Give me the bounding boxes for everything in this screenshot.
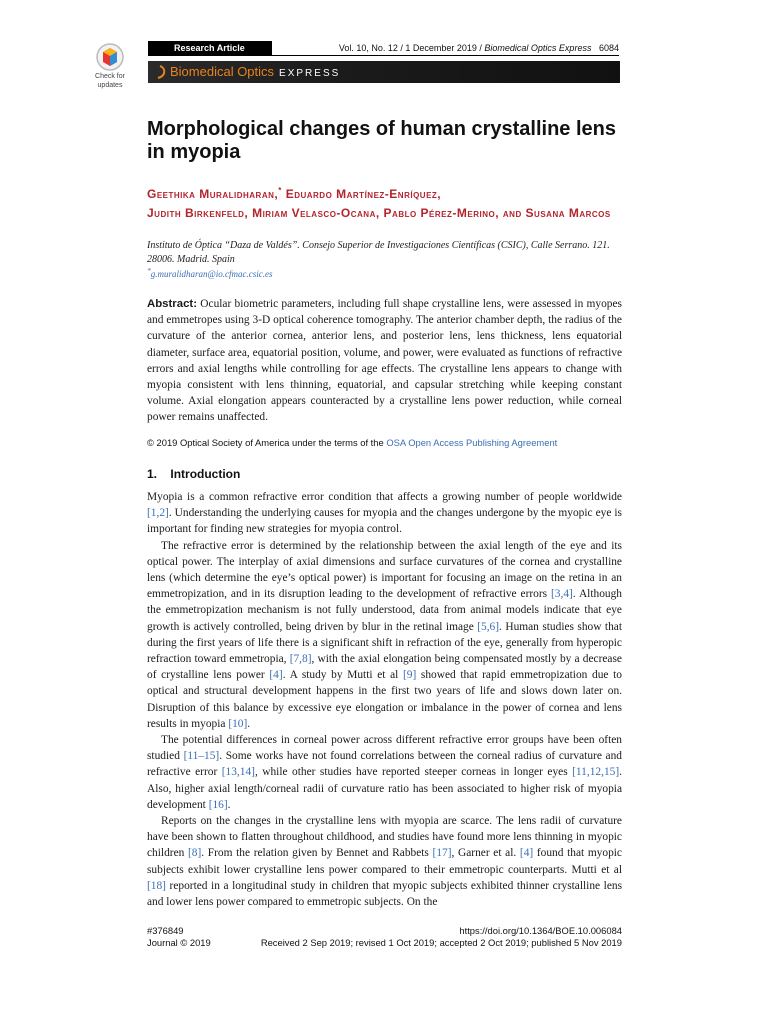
email-link[interactable]: *g.muralidharan@io.cfmac.csic.es xyxy=(147,266,273,279)
body-text-span: . Also, higher axial length/corneal radii of curvature ratio has been associated to higher risk of myopia development xyxy=(147,766,622,811)
citation-link[interactable]: [13,14] xyxy=(221,766,255,779)
body-text-span: . Some works have not found correlations between the corneal radius of curvature and refractive error xyxy=(147,750,622,779)
volume-info xyxy=(272,41,619,56)
citation-link[interactable]: [4] xyxy=(519,847,534,860)
citation-link[interactable]: [10] xyxy=(228,717,248,730)
volume-prefix: Vol. 10, No. 12 / 1 December 2019 / xyxy=(338,43,485,53)
author: Miriam Velasco-Ocana, xyxy=(252,206,380,220)
body-text-span: , with the axial elongation being compensated mostly by a decrease of crystalline lens power xyxy=(147,653,622,682)
corresponding-mark: * xyxy=(278,186,282,195)
body-text-span: found that myopic subjects exhibit lower crystalline lens power compared to their emmetropic counterparts. Mutti et al xyxy=(147,847,622,876)
body-paragraph xyxy=(147,538,622,732)
abstract xyxy=(147,296,622,426)
citation-link[interactable]: [11,12,15] xyxy=(572,766,620,779)
banner-journal: Biomedical Optics xyxy=(170,64,275,79)
footer-right xyxy=(250,925,622,949)
doi-link[interactable]: https://doi.org/10.1364/BOE.10.006084 xyxy=(459,925,622,936)
body-text-span: , while other studies have reported steeper corneas in longer eyes xyxy=(254,766,573,779)
badge-line1: Check for xyxy=(95,73,125,80)
body-text-span: Reports on the changes in the crystalline lens with myopia are scarce. The lens radii of curvature have been shown to flatten throughout childhood, and studies have found more lens thinning in myopic children xyxy=(147,815,622,860)
footer-left xyxy=(147,925,211,949)
body-text-span: showed that rapid emmetropization due to optical and structural development happens in the first two years of life and slows down later on. Disruption of this balance by excessive eye elongation or imbalance in the power of cornea and lens results in myopia xyxy=(147,669,622,730)
citation-link[interactable]: [8] xyxy=(187,847,202,860)
publication-dates: Received 2 Sep 2019; revised 1 Oct 2019; accepted 2 Oct 2019; published 5 Nov 2019 xyxy=(260,937,622,948)
body-text-span: . xyxy=(227,798,231,811)
email-address[interactable]: g.muralidharan@io.cfmac.csic.es xyxy=(150,269,273,279)
copyright-text: © 2019 Optical Society of America under the terms of the xyxy=(147,437,387,448)
body-paragraph xyxy=(147,732,622,813)
banner-express: EXPRESS xyxy=(279,68,341,79)
citation-link[interactable]: [9] xyxy=(402,669,417,682)
abstract-text: Ocular biometric parameters, including full shape crystalline lens, were assessed in myopes and emmetropes using 3-D optical coherence tomography. The anterior chamber depth, the radius of the curvature of the anterior cornea, anterior lens, and posterior lens, lens thickness, lens equatorial diameter, surface area, equatorial position, volume, and power, were evaluated as functions of refractive errors and axial lengths while controlling for age effects. The crystalline lens appears to change with myopia consistent with lens thinning, equatorial, and capsular stretching while keeping constant volume. Axial elongation appears counteracted by a crystalline lens power reduction, while corneal power remains unaffected. xyxy=(147,298,622,424)
abstract-label: Abstract: xyxy=(147,298,198,310)
citation-link[interactable]: [5,6] xyxy=(477,620,500,633)
body-text-span: The refractive error is determined by the relationship between the axial length of the eye and its optical power. The interplay of axial dimensions and surface curvatures of the cornea and crystalline lens (which determine the eye’s optical power) is important for focusing an image on the retina in an emmetropization, and in its disruption leading to the development of refractive errors xyxy=(147,539,622,601)
body-text-span: . xyxy=(247,717,251,730)
citation-link[interactable]: [3,4] xyxy=(551,588,573,601)
banner-title xyxy=(170,61,340,85)
citation-link[interactable]: [18] xyxy=(147,879,166,892)
osa-agreement-link[interactable]: OSA Open Access Publishing Agreement xyxy=(386,437,558,448)
crossmark-icon xyxy=(95,42,125,72)
body-text-span: . Understanding the underlying causes for myopia and the changes undergone by the myopic eye is important for finding new strategies for myopia control. xyxy=(147,507,622,536)
author: and Susana Marcos xyxy=(502,206,611,220)
affiliation: Instituto de Óptica “Daza de Valdés”. Consejo Superior de Investigaciones Científicas (CSIC), Calle Serrano. 121. 28006. Madrid. Spain xyxy=(147,240,610,265)
author: Judith Birkenfeld, xyxy=(147,206,249,220)
journal-name: Biomedical Optics Express xyxy=(484,43,592,53)
section-number: 1. xyxy=(147,467,158,481)
body-text-span: . Human studies show that during the first years of life there is a significant shift in refraction of the eye, generally from hyperopic refraction toward emmetropia, xyxy=(147,620,623,666)
citation-link[interactable]: [17] xyxy=(432,847,452,860)
body-text-span: . A study by Mutti et al xyxy=(282,669,403,682)
body-text-span: Myopia is a common refractive error condition that affects a growing number of people worldwide xyxy=(147,491,622,503)
citation-link[interactable]: [1,2] xyxy=(147,507,169,520)
citation-link[interactable]: [16] xyxy=(208,798,228,811)
check-for-updates-badge[interactable] xyxy=(90,42,130,90)
citation-link[interactable]: [11–15] xyxy=(183,750,220,763)
page-number: 6084 xyxy=(598,43,619,53)
article-id: #376849 xyxy=(147,925,184,936)
section-heading xyxy=(147,467,240,481)
badge-line2: updates xyxy=(97,82,123,89)
author: Pablo Pérez-Merino, xyxy=(383,206,500,220)
body-paragraph xyxy=(147,813,622,910)
article-type-label: Research Article xyxy=(148,41,272,56)
author: Eduardo Martínez-Enríquez, xyxy=(285,187,442,201)
body-text-span: . Although the emmetropization mechanism is not fully understood, data from animal models indicate that eye growth is actively controlled, being driven by blur in the retinal image xyxy=(147,588,622,633)
body-text-span: . From the relation given by Bennet and Rabbets xyxy=(201,847,433,860)
body-text-span: , Garner et al. xyxy=(451,847,520,860)
journal-banner xyxy=(148,61,620,83)
paper-title: Morphological changes of human crystalline lens in myopia xyxy=(147,118,616,163)
body-text-span: The potential differences in corneal power across different refractive error groups have been often studied xyxy=(147,734,622,763)
body-text-span: reported in a longitudinal study in children that myopic subjects exhibited thinner crystalline lens and lower lens power compared to emmetropic subjects. On the xyxy=(147,879,622,909)
copyright-line xyxy=(147,437,622,448)
swirl-icon xyxy=(156,64,168,80)
author-list xyxy=(147,181,627,223)
citation-link[interactable]: [7,8] xyxy=(289,653,312,666)
citation-link[interactable]: [4] xyxy=(269,669,283,682)
author: Geethika Muralidharan, xyxy=(147,187,279,201)
journal-copyright: Journal © 2019 xyxy=(147,937,211,948)
section-title: Introduction xyxy=(170,467,241,481)
body-paragraph xyxy=(147,489,622,538)
introduction-body xyxy=(147,489,622,910)
